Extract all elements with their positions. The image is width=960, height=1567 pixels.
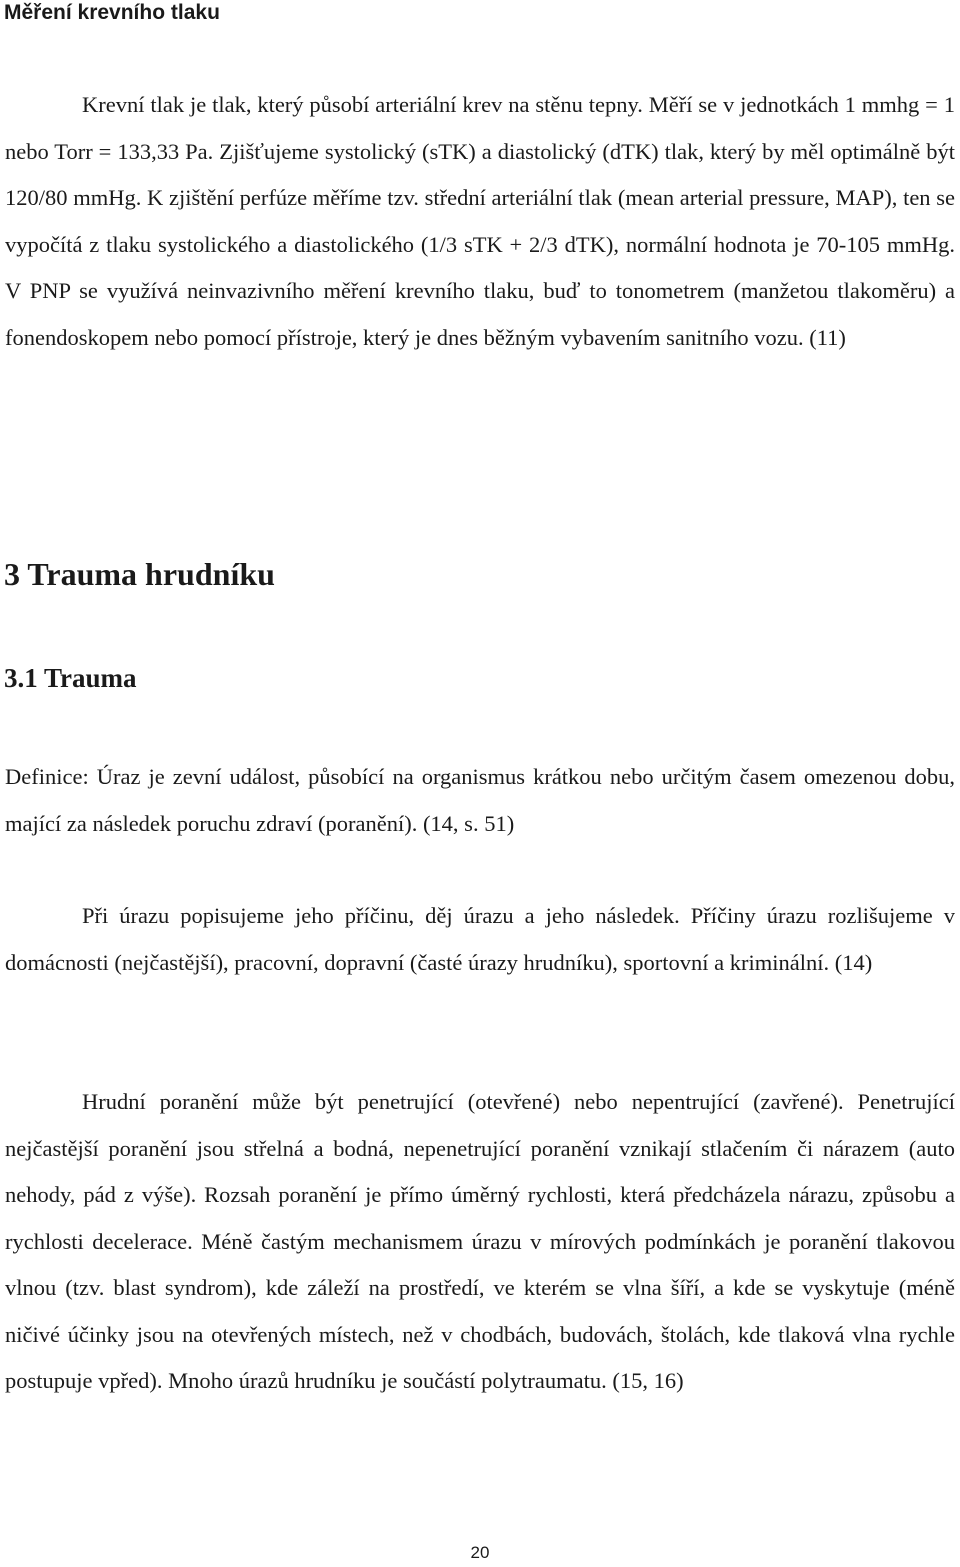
page-number: 20 xyxy=(470,1543,490,1562)
section-heading: Měření krevního tlaku xyxy=(4,1,220,24)
paragraph-causes: Při úrazu popisujeme jeho příčinu, děj úrazu a jeho následek. Příčiny úrazu rozlišujeme v domácnosti (nejčastější), pracovní, dopravní (časté úrazy hrudníku), sportovní a kriminální. (14) xyxy=(5,903,955,975)
subchapter-heading: 3.1 Trauma xyxy=(4,663,137,693)
paragraph-definition: Definice: Úraz je zevní událost, působící na organismus krátkou nebo určitým časem omezenou dobu, mající za následek poruchu zdraví (poranění). (14, s. 51) xyxy=(5,764,955,836)
chapter-heading: 3 Trauma hrudníku xyxy=(4,556,275,592)
paragraph-blood-pressure: Krevní tlak je tlak, který působí arteriální krev na stěnu tepny. Měří se v jednotkách 1 mmhg = 1 nebo Torr = 133,33 Pa. Zjišťujeme systolický (sTK) a diastolický (dTK) tlak, který by měl optimálně být 120/80 mmHg. K zjištění perfúze měříme tzv. střední arteriální tlak (mean arterial pressure, MAP), ten se vypočítá z tlaku systolického a diastolického (1/3 sTK + 2/3 dTK), normální hodnota je 70-105 mmHg. V PNP se využívá neinvazivního měření krevního tlaku, buď to tonometrem (manžetou tlakoměru) a fonendoskopem nebo pomocí přístroje, který je dnes běžným vybavením sanitního vozu. (11) xyxy=(5,92,955,350)
paragraph-chest-injury: Hrudní poranění může být penetrující (otevřené) nebo nepentrující (zavřené). Penetrující nejčastější poranění jsou střelná a bodná, nepenetrující poranění vznikají stlačením či nárazem (auto nehody, pád z výše). Rozsah poranění je přímo úměrný rychlosti, která předcházela nárazu, způsobu a rychlosti decelerace. Méně častým mechanismem úrazu v mírových podmínkách je poranění tlakovou vlnou (tzv. blast syndrom), kde záleží na prostředí, ve kterém se vlna šíří, a kde se vyskytuje (méně ničivé účinky jsou na otevřených místech, než v chodbách, budovách, štolách, kde tlaková vlna rychle postupuje vpřed). Mnoho úrazů hrudníku je součástí polytraumatu. (15, 16) xyxy=(5,1089,955,1393)
